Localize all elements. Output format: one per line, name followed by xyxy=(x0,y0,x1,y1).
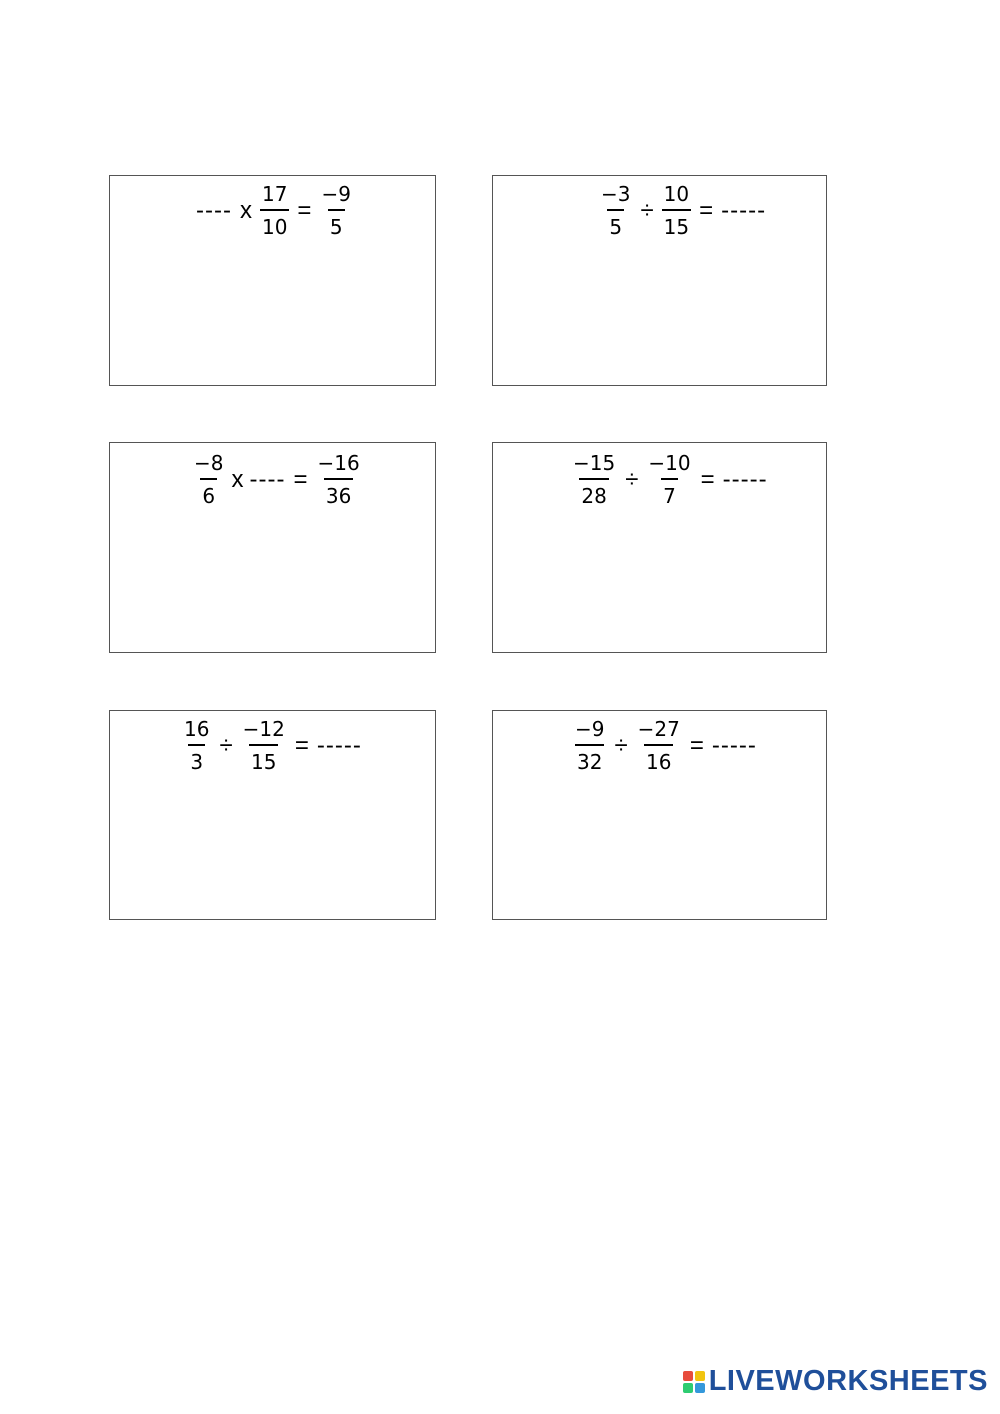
problem-card-1 xyxy=(109,175,436,386)
denominator: 3 xyxy=(188,744,205,772)
equals-sign: = xyxy=(689,731,704,759)
numerator: −3 xyxy=(601,182,631,206)
fraction xyxy=(636,719,682,772)
numerator: 17 xyxy=(261,182,288,206)
divide-sign: ÷ xyxy=(614,731,628,759)
equation-1 xyxy=(196,184,353,237)
denominator: 10 xyxy=(260,209,289,237)
numerator: 10 xyxy=(663,182,690,206)
denominator: 5 xyxy=(328,209,345,237)
fraction xyxy=(182,719,211,772)
fraction xyxy=(646,453,692,506)
fraction xyxy=(192,453,225,506)
liveworksheets-brand xyxy=(683,1365,988,1398)
problem-card-2 xyxy=(492,175,827,386)
divide-sign: ÷ xyxy=(219,731,233,759)
equation-3 xyxy=(192,453,362,506)
equals-sign: = xyxy=(297,196,312,224)
answer-blank[interactable]: ---- xyxy=(249,465,286,493)
multiply-sign: x xyxy=(239,196,252,224)
problem-card-3 xyxy=(109,442,436,653)
logo-square-red xyxy=(683,1371,693,1381)
fraction xyxy=(315,453,361,506)
numerator: −8 xyxy=(194,451,224,475)
numerator: −15 xyxy=(573,451,616,475)
denominator: 15 xyxy=(662,209,691,237)
numerator: 16 xyxy=(184,717,210,741)
fraction xyxy=(260,184,289,237)
liveworksheets-logo-icon xyxy=(683,1371,705,1393)
divide-sign: ÷ xyxy=(625,465,639,493)
denominator: 6 xyxy=(200,478,217,506)
numerator: −9 xyxy=(321,182,351,206)
fraction xyxy=(662,184,691,237)
equals-sign: = xyxy=(700,465,715,493)
denominator: 28 xyxy=(579,478,608,506)
denominator: 15 xyxy=(249,744,278,772)
equation-6 xyxy=(573,719,757,772)
answer-blank[interactable]: ----- xyxy=(711,731,757,759)
problem-card-6 xyxy=(492,710,827,920)
answer-blank[interactable]: ----- xyxy=(722,465,768,493)
logo-square-yellow xyxy=(695,1371,705,1381)
problem-card-5 xyxy=(109,710,436,920)
logo-square-green xyxy=(683,1383,693,1393)
answer-blank[interactable]: ----- xyxy=(316,731,362,759)
numerator: −10 xyxy=(648,451,691,475)
equation-5 xyxy=(182,719,362,772)
fraction xyxy=(319,184,352,237)
fraction xyxy=(573,719,606,772)
numerator: −12 xyxy=(242,717,285,741)
equals-sign: = xyxy=(699,196,714,224)
problem-card-4 xyxy=(492,442,827,653)
denominator: 7 xyxy=(661,478,678,506)
logo-square-blue xyxy=(695,1383,705,1393)
numerator: −9 xyxy=(575,717,605,741)
divide-sign: ÷ xyxy=(640,196,654,224)
brand-name: LIVEWORKSHEETS xyxy=(708,1365,988,1397)
answer-blank[interactable]: ---- xyxy=(196,196,232,224)
fraction xyxy=(241,719,287,772)
fraction xyxy=(571,453,617,506)
denominator: 32 xyxy=(575,744,604,772)
answer-blank[interactable]: ----- xyxy=(721,196,767,224)
multiply-sign: x xyxy=(231,465,244,493)
denominator: 36 xyxy=(324,478,353,506)
equals-sign: = xyxy=(294,731,309,759)
fraction xyxy=(599,184,632,237)
numerator: −16 xyxy=(317,451,360,475)
equation-4 xyxy=(571,453,768,506)
numerator: −27 xyxy=(637,717,680,741)
denominator: 16 xyxy=(644,744,673,772)
equation-2 xyxy=(599,184,766,237)
equals-sign: = xyxy=(293,465,308,493)
denominator: 5 xyxy=(607,209,624,237)
